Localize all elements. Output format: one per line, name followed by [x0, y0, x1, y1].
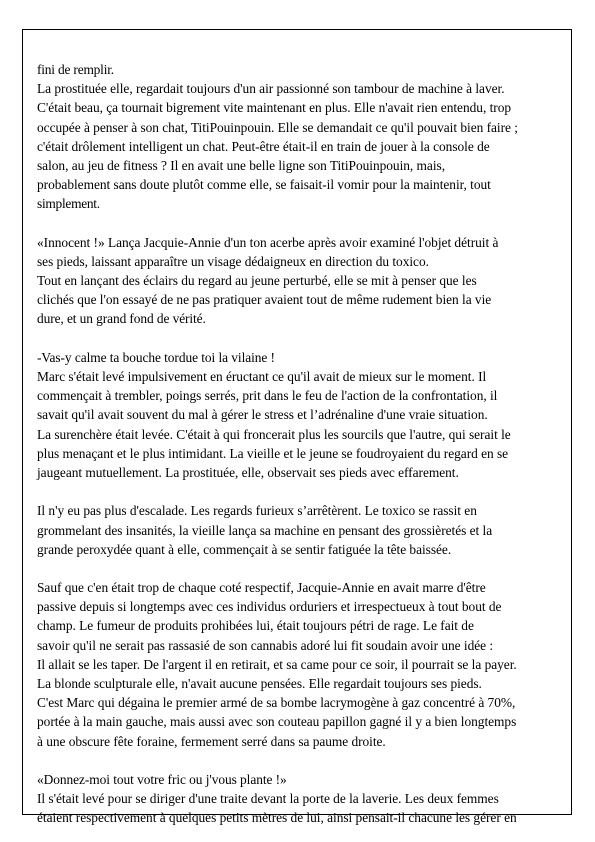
text-line: étaient respectivement à quelques petits mètres de lui, ainsi pensait-il chacune les gérer en — [37, 810, 517, 826]
paragraph-gap — [37, 751, 572, 770]
text-line: à une obscure fête foraine, fermement serré dans sa paume droite. — [37, 733, 386, 749]
text-line: C'était beau, ça tournait bigrement vite maintenant en plus. Elle n'avait rien entendu, trop — [37, 100, 512, 116]
text-line: C'est Marc qui dégaina le premier armé de sa bombe lacrymogène à gaz concentré à 70%, — [37, 695, 516, 711]
paragraph-gap — [37, 329, 572, 348]
text-line: «Innocent !» Lança Jacquie-Annie d'un ton acerbe après avoir examiné l'objet détruit à — [37, 234, 499, 250]
text-line: champ. Le fumeur de produits prohibées lui, était toujours pétri de rage. Le fait de — [37, 618, 474, 634]
paragraph-gap — [37, 214, 572, 233]
paragraph-gap — [37, 559, 572, 578]
paragraph-gap — [37, 482, 572, 501]
text-line: Sauf que c'en était trop de chaque coté respectif, Jacquie-Annie en avait marre d'être — [37, 580, 486, 596]
text-line: La prostituée elle, regardait toujours d'un air passionné son tambour de machine à laver. — [37, 81, 505, 97]
text-line: Marc s'était levé impulsivement en éructant ce qu'il avait de mieux sur le moment. Il — [37, 369, 487, 384]
text-line: occupée à penser à son chat, TitiPouinpouin. Elle se demandait ce qu'il pouvait bien faire ; — [37, 119, 518, 135]
text-line: commençait à trembler, poings serrés, prit dans le feu de l'action de la confrontation, il — [37, 388, 498, 404]
document-body — [37, 60, 572, 828]
text-line: «Donnez-moi tout votre fric ou j'vous plante !» — [37, 771, 287, 787]
text-line: dure, et un grand fond de vérité. — [37, 311, 206, 327]
text-line: grande peroxydée quant à elle, commençait à se sentir fatiguée la tête baissée. — [37, 541, 452, 557]
text-line: Tout en lançant des éclairs du regard au jeune perturbé, elle se mit à penser que les — [37, 273, 477, 289]
text-line: salon, au jeu de fitness ? Il en avait une belle ligne son TitiPouinpouin, mais, — [37, 157, 446, 173]
text-line: savoir qu'il ne serait pas rassasié de son cannabis adoré lui fit soudain avoir une idée : — [37, 637, 494, 653]
text-line: La surenchère était levée. C'était à qui froncerait plus les sourcils que l'autre, qui serait le — [37, 426, 511, 442]
text-line: simplement. — [37, 196, 100, 212]
text-line: jaugeant mutuellement. La prostituée, elle, observait ses pieds avec effarement. — [37, 464, 459, 480]
text-line: portée à la main gauche, mais aussi avec son couteau papillon gagné il y a bien longtemps — [37, 714, 517, 730]
text-line: fini de remplir. — [37, 62, 114, 77]
text-line: La blonde sculpturale elle, n'avait aucune pensées. Elle regardait toujours ses pieds. — [37, 676, 482, 691]
text-line: Il s'était levé pour se diriger d'une traite devant la porte de la laverie. Les deux femmes — [37, 791, 499, 807]
text-line: passive depuis si longtemps avec ces individus orduriers et irrespectueux à tout bout de — [37, 599, 502, 615]
text-line: plus menaçant et le plus intimidant. La vieille et le jeune se foudroyaient du regard en se — [37, 445, 509, 461]
text-line: Il allait se les taper. De l'argent il en retirait, et sa came pour ce soir, il pourrait se la payer. — [37, 656, 517, 672]
text-line: Il n'y eu pas plus d'escalade. Les regards furieux s’arrêtèrent. Le toxico se rassit en — [37, 503, 477, 519]
text-line: savait qu'il avait souvent du mal à gérer le stress et l’adrénaline d'une vraie situation. — [37, 407, 488, 423]
text-line: ses pieds, laissant apparaître un visage dédaigneux en direction du toxico. — [37, 253, 429, 269]
text-line: probablement sans doute plutôt comme elle, se faisait-il vomir pour la maintenir, tout — [37, 177, 491, 193]
text-line: grommelant des insanités, la vieille lança sa machine en pensant des grossièretés et la — [37, 522, 493, 538]
text-line: -Vas-y calme ta bouche tordue toi la vilaine ! — [37, 349, 275, 365]
text-line: c'était drôlement intelligent un chat. Peut-être était-il en train de jouer à la console de — [37, 138, 490, 154]
text-line: clichés que l'on essayé de ne pas pratiquer avaient tout de même rudement bien la vie — [37, 292, 492, 308]
